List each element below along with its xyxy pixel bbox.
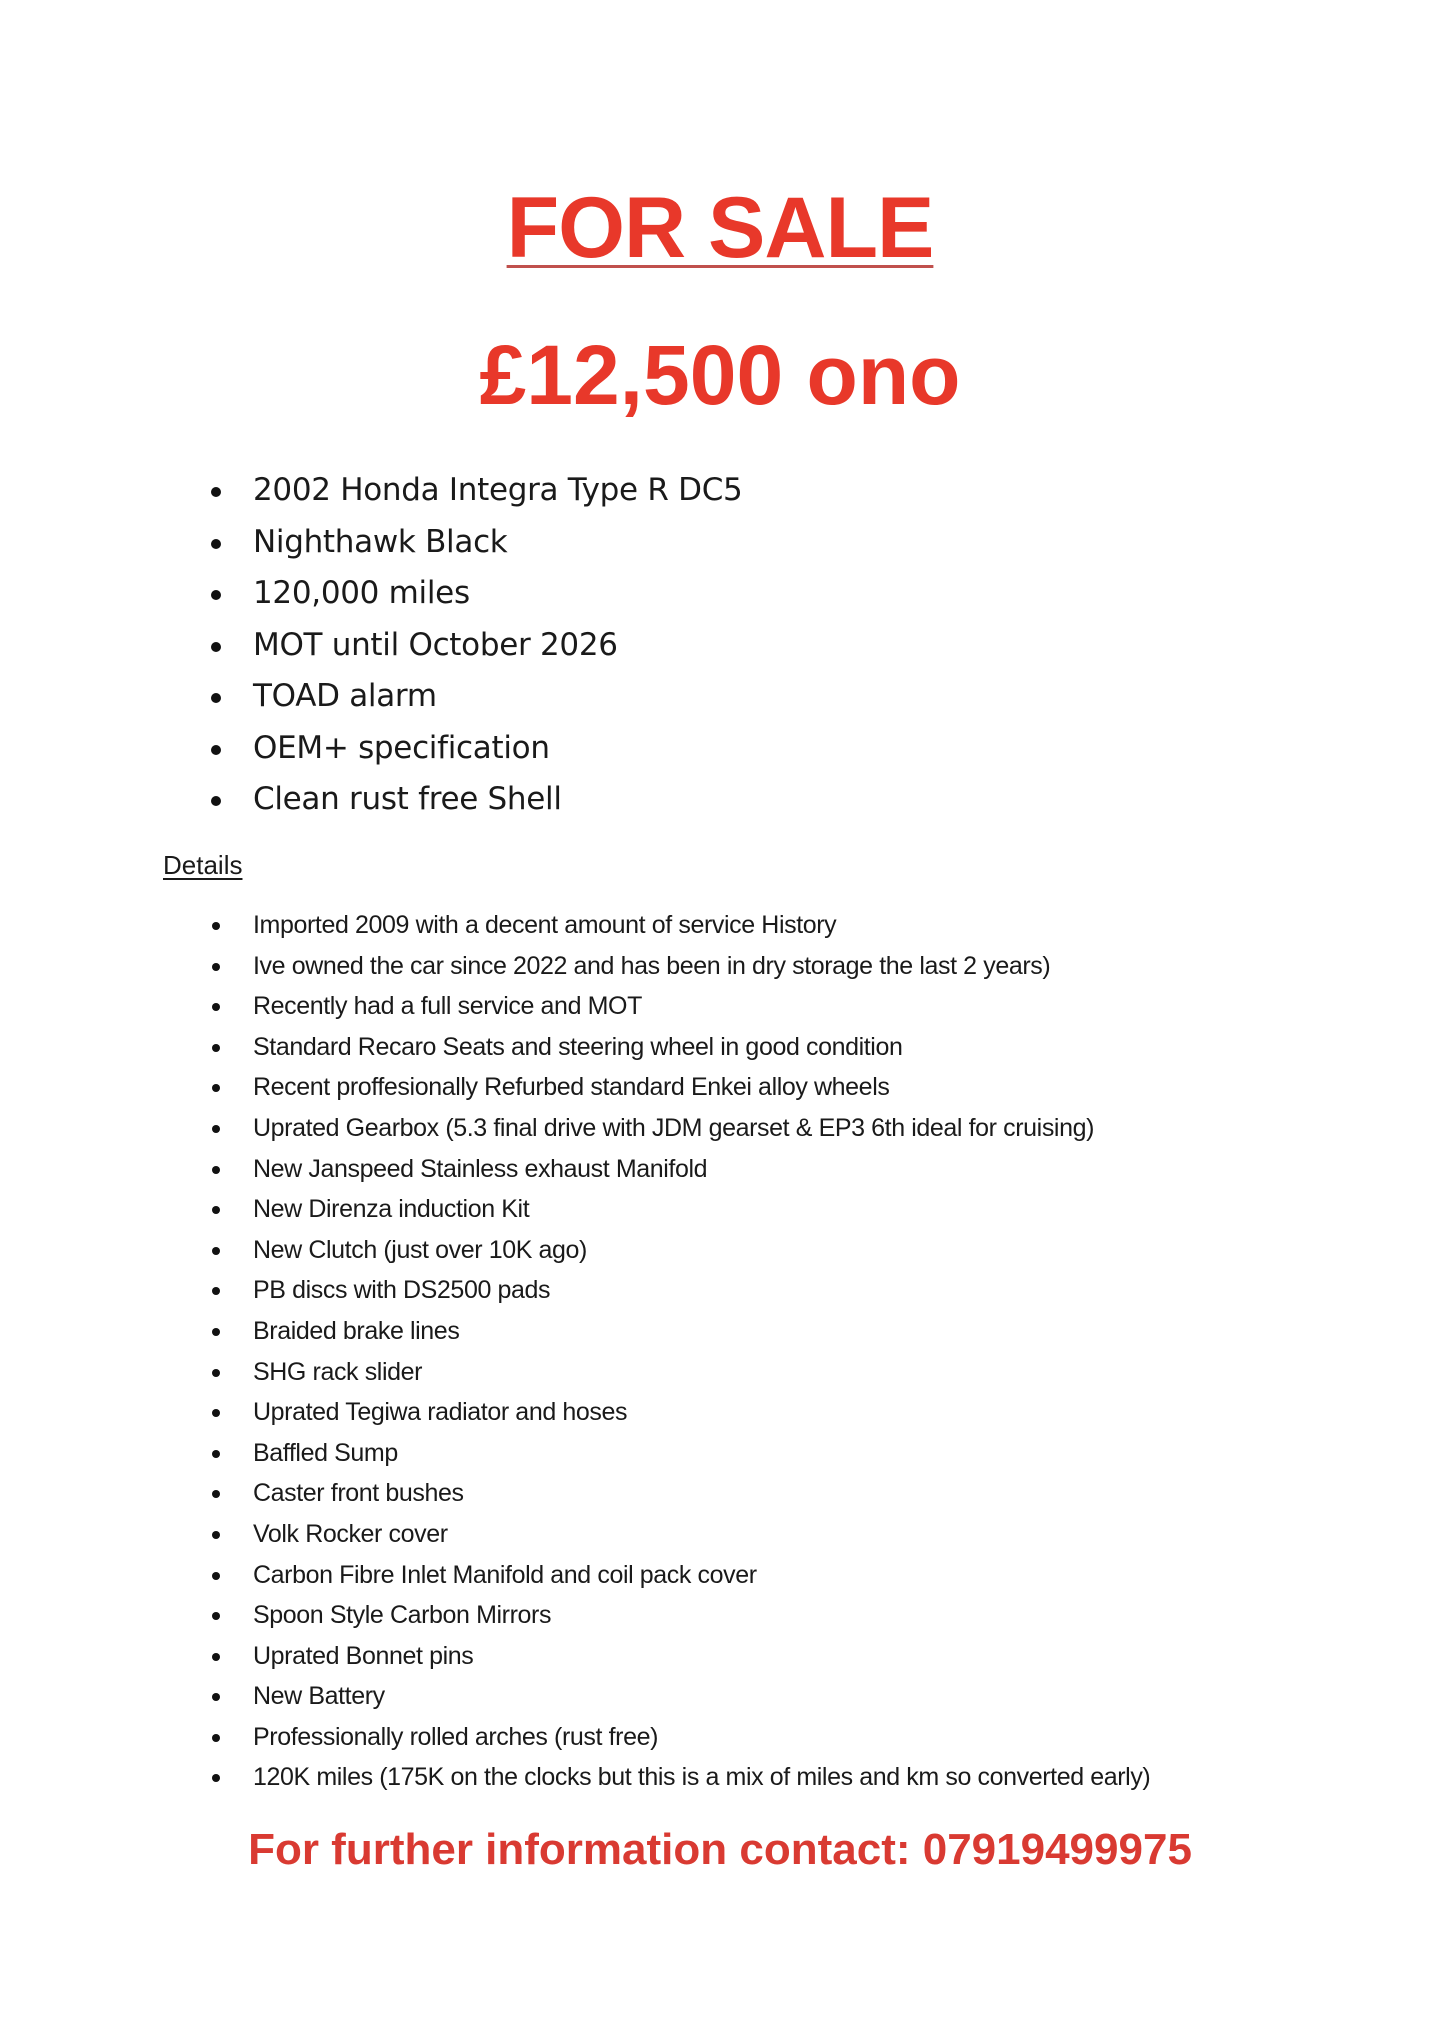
- details-list: [207, 905, 1150, 1798]
- list-item: Nighthawk Black: [205, 517, 742, 569]
- list-item: Carbon Fibre Inlet Manifold and coil pack cover: [207, 1555, 1150, 1596]
- list-item: Standard Recaro Seats and steering wheel in good condition: [207, 1027, 1150, 1068]
- list-item: New Clutch (just over 10K ago): [207, 1230, 1150, 1271]
- list-item: New Direnza induction Kit: [207, 1189, 1150, 1230]
- list-item: Spoon Style Carbon Mirrors: [207, 1595, 1150, 1636]
- list-item: Uprated Bonnet pins: [207, 1636, 1150, 1677]
- list-item: Ive owned the car since 2022 and has been in dry storage the last 2 years): [207, 946, 1150, 987]
- list-item: Caster front bushes: [207, 1473, 1150, 1514]
- list-item: MOT until October 2026: [205, 620, 742, 672]
- for-sale-title-text: FOR SALE: [506, 180, 934, 276]
- list-item: Braided brake lines: [207, 1311, 1150, 1352]
- list-item: SHG rack slider: [207, 1352, 1150, 1393]
- for-sale-title: [0, 178, 1440, 278]
- list-item: Imported 2009 with a decent amount of service History: [207, 905, 1150, 946]
- list-item: Professionally rolled arches (rust free): [207, 1717, 1150, 1758]
- list-item: New Battery: [207, 1676, 1150, 1717]
- list-item: New Janspeed Stainless exhaust Manifold: [207, 1149, 1150, 1190]
- list-item: Baffled Sump: [207, 1433, 1150, 1474]
- list-item: Uprated Gearbox (5.3 final drive with JDM gearset & EP3 6th ideal for cruising): [207, 1108, 1150, 1149]
- list-item: 2002 Honda Integra Type R DC5: [205, 465, 742, 517]
- price: £12,500 ono: [479, 328, 961, 422]
- list-item: 120K miles (175K on the clocks but this is a mix of miles and km so converted early): [207, 1757, 1150, 1798]
- key-features-list: [205, 465, 742, 826]
- list-item: Recently had a full service and MOT: [207, 986, 1150, 1027]
- list-item: OEM+ specification: [205, 723, 742, 775]
- contact-info: For further information contact: 07919499975: [248, 1825, 1192, 1874]
- list-item: Uprated Tegiwa radiator and hoses: [207, 1392, 1150, 1433]
- list-item: Volk Rocker cover: [207, 1514, 1150, 1555]
- list-item: 120,000 miles: [205, 568, 742, 620]
- details-heading: Details: [163, 850, 243, 880]
- list-item: PB discs with DS2500 pads: [207, 1270, 1150, 1311]
- list-item: Recent proffesionally Refurbed standard Enkei alloy wheels: [207, 1067, 1150, 1108]
- list-item: Clean rust free Shell: [205, 774, 742, 826]
- list-item: TOAD alarm: [205, 671, 742, 723]
